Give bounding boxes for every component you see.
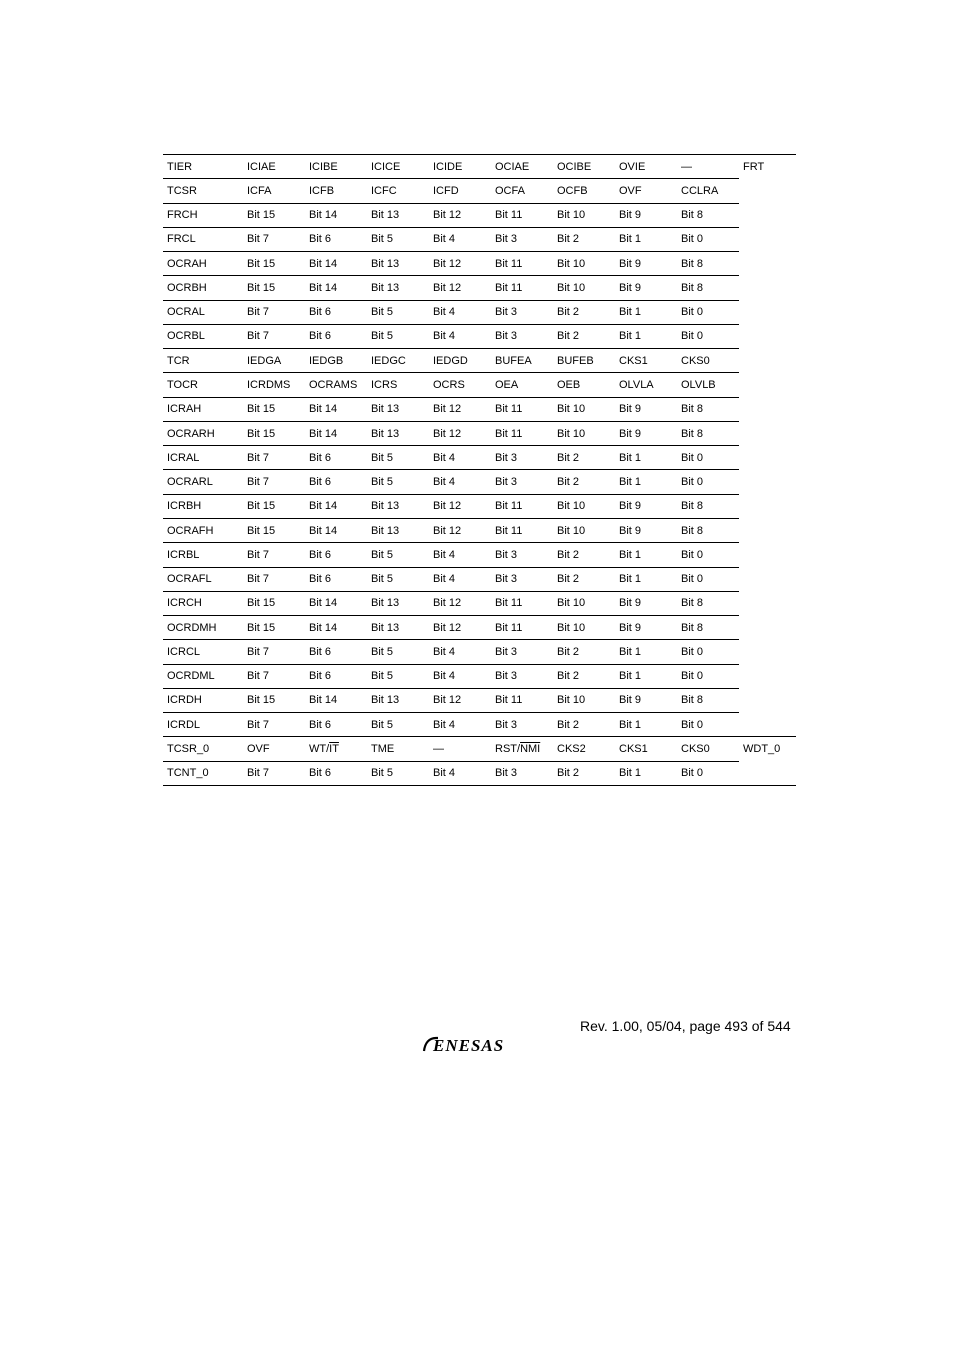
table-row <box>163 421 796 445</box>
bit-name-cell: Bit 10 <box>553 252 615 276</box>
bit-name-cell: Bit 13 <box>367 203 429 227</box>
page-footer-info: Rev. 1.00, 05/04, page 493 of 544 <box>580 1018 791 1034</box>
bit-name-cell: Bit 6 <box>305 543 367 567</box>
bit-name-cell: Bit 5 <box>367 664 429 688</box>
bit-name-cell: Bit 4 <box>429 446 491 470</box>
bit-name-cell: Bit 8 <box>677 421 739 445</box>
bit-name-cell: Bit 4 <box>433 718 456 731</box>
bit-name-cell: Bit 7 <box>243 640 305 664</box>
register-name-cell: OCRAFH <box>163 518 243 542</box>
bit-name-cell: Bit 9 <box>615 616 677 640</box>
module-name-cell <box>739 640 796 664</box>
register-name-cell: OCRAL <box>163 300 243 324</box>
bit-name-cell: Bit 2 <box>553 664 615 688</box>
bit-name-cell: CKS1 <box>615 349 677 373</box>
bit-name-cell: Bit 9 <box>615 252 677 276</box>
bit-name-cell: Bit 2 <box>553 470 615 494</box>
module-name-cell <box>739 616 796 640</box>
bit-name-cell: Bit 6 <box>305 567 367 591</box>
bit-name-cell: Bit 12 <box>429 203 491 227</box>
register-name-cell: OCRBH <box>163 276 243 300</box>
bit-name-cell: IEDGB <box>305 349 367 373</box>
bit-name-cell: ICIAE <box>243 155 305 179</box>
register-name-cell: ICRCL <box>163 640 243 664</box>
bit-name-cell: Bit 11 <box>491 397 553 421</box>
table-row <box>163 203 796 227</box>
bit-name-cell: Bit 13 <box>367 494 429 518</box>
table-row <box>163 252 796 276</box>
module-name-cell <box>739 494 796 518</box>
bit-name-cell: Bit 15 <box>243 591 305 615</box>
bit-name-cell: Bit 10 <box>553 591 615 615</box>
table-row <box>163 543 796 567</box>
bit-name-cell: Bit 2 <box>553 543 615 567</box>
bit-name-cell: Bit 1 <box>615 567 677 591</box>
bit-name-cell: Bit 8 <box>677 494 739 518</box>
bit-name-cell: Bit 11 <box>491 252 553 276</box>
module-name-cell <box>739 252 796 276</box>
register-name-cell: OCRBL <box>163 324 243 348</box>
register-name-cell: TCSR <box>163 179 243 203</box>
table-row <box>163 324 796 348</box>
bit-name-cell: OCFA <box>491 179 553 203</box>
register-name-cell: TCNT_0 <box>163 761 243 785</box>
bit-name-cell <box>305 737 367 761</box>
bit-name-cell: Bit 3 <box>491 470 553 494</box>
module-name-cell <box>739 761 796 785</box>
bit-name-cell: Bit 11 <box>491 688 553 712</box>
module-name-cell <box>739 446 796 470</box>
bit-name-cell: Bit 0 <box>677 324 739 348</box>
bit-name-cell: Bit 2 <box>553 446 615 470</box>
bit-name-cell: Bit 8 <box>677 688 739 712</box>
bit-name-cell: Bit 3 <box>491 324 553 348</box>
bit-name-cell: Bit 14 <box>305 276 367 300</box>
bit-name-cell: Bit 7 <box>247 718 270 731</box>
module-name-cell <box>739 664 796 688</box>
bit-name-cell: Bit 15 <box>243 616 305 640</box>
module-name-cell <box>739 300 796 324</box>
bit-name-cell: Bit 14 <box>305 397 367 421</box>
bit-name-cell: ICFB <box>305 179 367 203</box>
register-table-body <box>163 155 796 786</box>
bit-name-cell: Bit 10 <box>553 616 615 640</box>
bit-name-cell: Bit 0 <box>677 640 739 664</box>
table-row <box>163 494 796 518</box>
bit-name-cell: Bit 3 <box>491 227 553 251</box>
bit-name-cell: Bit 9 <box>615 591 677 615</box>
bit-name-cell: Bit 0 <box>677 446 739 470</box>
table-row <box>163 179 796 203</box>
register-name-cell: OCRAFL <box>163 567 243 591</box>
bit-name-cell: Bit 6 <box>305 664 367 688</box>
module-name-cell <box>739 591 796 615</box>
bit-name-cell: CCLRA <box>677 179 739 203</box>
bit-name-cell: Bit 6 <box>305 640 367 664</box>
bit-name-cell: OCIAE <box>491 155 553 179</box>
bit-name-cell: ICFD <box>429 179 491 203</box>
bit-name-cell: Bit 7 <box>243 664 305 688</box>
bit-name-cell: Bit 13 <box>367 518 429 542</box>
bit-name-cell: OCIBE <box>553 155 615 179</box>
bit-name-cell: Bit 3 <box>491 567 553 591</box>
module-name-cell <box>739 373 796 397</box>
table-row <box>163 155 796 179</box>
bit-name-cell: Bit 9 <box>615 688 677 712</box>
module-name-cell <box>739 203 796 227</box>
bit-name-cell: Bit 12 <box>429 276 491 300</box>
bit-name-cell: Bit 9 <box>615 494 677 518</box>
bit-name-cell: Bit 4 <box>429 664 491 688</box>
svg-text:ENESAS: ENESAS <box>433 1036 505 1055</box>
module-name-cell: WDT_0 <box>739 737 796 761</box>
bit-name-cell: Bit 6 <box>305 227 367 251</box>
bit-name-cell: Bit 6 <box>305 446 367 470</box>
bit-name-cell: Bit 11 <box>491 421 553 445</box>
register-name-cell: TOCR <box>163 373 243 397</box>
bit-name-cell: Bit 12 <box>429 591 491 615</box>
register-bit-table <box>163 154 796 786</box>
bit-name-cell: Bit 0 <box>677 567 739 591</box>
bit-name-cell: Bit 13 <box>367 397 429 421</box>
bit-name-cell: ICFC <box>367 179 429 203</box>
bit-name-cell: Bit 9 <box>615 276 677 300</box>
bit-name-cell: Bit 12 <box>429 397 491 421</box>
module-name-cell <box>739 543 796 567</box>
bit-name-cell: Bit 7 <box>243 470 305 494</box>
bit-name-cell: Bit 4 <box>429 470 491 494</box>
bit-name-cell: Bit 14 <box>305 203 367 227</box>
bit-name-cell: Bit 15 <box>243 421 305 445</box>
bit-name-cell: Bit 3 <box>491 664 553 688</box>
module-name-cell <box>739 179 796 203</box>
register-name-cell: ICRBL <box>163 543 243 567</box>
table-row <box>163 737 796 761</box>
table-row <box>163 227 796 251</box>
bit-name-cell: Bit 10 <box>553 203 615 227</box>
bit-name-cell: Bit 9 <box>615 421 677 445</box>
table-row <box>163 349 796 373</box>
bit-name-cell: Bit 0 <box>677 300 739 324</box>
bit-name-cell: Bit 3 <box>491 446 553 470</box>
bit-name-cell: Bit 10 <box>553 494 615 518</box>
bit-name-cell: Bit 5 <box>367 324 429 348</box>
bit-name-cell: CKS0 <box>677 349 739 373</box>
bit-name-cell: Bit 14 <box>305 616 367 640</box>
bit-name-cell: Bit 14 <box>305 591 367 615</box>
table-row <box>163 688 796 712</box>
bit-name-cell: Bit 15 <box>243 397 305 421</box>
bit-name-cell: OEA <box>491 373 553 397</box>
table-row <box>163 446 796 470</box>
module-name-cell <box>739 397 796 421</box>
bit-name-cell: Bit 2 <box>553 761 615 785</box>
register-name-cell: OCRDMH <box>163 616 243 640</box>
table-row <box>163 567 796 591</box>
table-row <box>163 373 796 397</box>
module-name-cell <box>739 518 796 542</box>
bit-name-cell: Bit 10 <box>553 276 615 300</box>
bit-name-cell: Bit 10 <box>553 397 615 421</box>
module-name-cell <box>739 349 796 373</box>
bit-name-cell: Bit 8 <box>677 518 739 542</box>
module-name-cell: FRT <box>739 155 796 179</box>
renesas-logo-icon <box>421 1034 543 1056</box>
bit-name-cell: Bit 12 <box>429 688 491 712</box>
bit-name-cell: Bit 5 <box>367 567 429 591</box>
bit-name-cell: Bit 12 <box>429 494 491 518</box>
bit-name-cell: BUFEB <box>553 349 615 373</box>
table-row <box>163 640 796 664</box>
bit-name-cell: Bit 3 <box>495 718 518 731</box>
bit-name-cell: Bit 11 <box>491 203 553 227</box>
register-name-cell: ICRAL <box>163 446 243 470</box>
bit-name-cell: Bit 9 <box>615 203 677 227</box>
bit-name-cell: Bit 13 <box>367 591 429 615</box>
bit-name-cell: Bit 15 <box>243 203 305 227</box>
bit-name-cell: Bit 6 <box>305 761 367 785</box>
bit-name-cell: Bit 8 <box>677 276 739 300</box>
bit-name-cell: Bit 7 <box>243 300 305 324</box>
register-name-cell: TCR <box>163 349 243 373</box>
bit-name-cell: Bit 4 <box>429 543 491 567</box>
bit-name-cell: Bit 2 <box>553 227 615 251</box>
register-name-cell: FRCH <box>163 203 243 227</box>
module-name-cell <box>739 688 796 712</box>
bit-name-cell: Bit 0 <box>677 761 739 785</box>
bit-name-cell: CKS1 <box>615 737 677 761</box>
bit-name-cell: Bit 14 <box>305 518 367 542</box>
bit-name-cell: Bit 11 <box>491 276 553 300</box>
bit-name-overlined-text: $\overline{IT}$ <box>329 743 339 755</box>
bit-name-cell: Bit 1 <box>615 324 677 348</box>
bit-name-cell: IEDGD <box>429 349 491 373</box>
bit-name-cell: Bit 4 <box>429 640 491 664</box>
module-name-cell <box>739 324 796 348</box>
bit-name-cell: Bit 4 <box>429 300 491 324</box>
bit-name-cell: Bit 15 <box>243 276 305 300</box>
bit-name-cell: Bit 9 <box>615 518 677 542</box>
bit-name-cell: Bit 0 <box>677 227 739 251</box>
module-name-cell <box>739 470 796 494</box>
bit-name-cell: Bit 4 <box>429 324 491 348</box>
bit-name-cell: Bit 1 <box>615 470 677 494</box>
bit-name-cell: IEDGC <box>367 349 429 373</box>
bit-name-cell: Bit 2 <box>557 718 580 731</box>
bit-name-cell: Bit 8 <box>677 252 739 276</box>
bit-name-cell: Bit 3 <box>491 300 553 324</box>
bit-name-cell: Bit 15 <box>243 518 305 542</box>
bit-name-cell: Bit 14 <box>305 494 367 518</box>
register-name-cell: OCRARL <box>163 470 243 494</box>
bit-name-cell: IEDGA <box>243 349 305 373</box>
bit-name-cell: ICIDE <box>429 155 491 179</box>
bit-name-cell: Bit 1 <box>615 664 677 688</box>
bit-name-cell: — <box>429 737 491 761</box>
bit-name-cell: Bit 1 <box>615 227 677 251</box>
bit-name-cell: ICIBE <box>305 155 367 179</box>
bit-name-cell: Bit 7 <box>243 446 305 470</box>
bit-name-cell: Bit 6 <box>309 718 332 731</box>
bit-name-overlined-text: $\overline{NMI}$ <box>520 743 541 755</box>
module-name-cell <box>739 421 796 445</box>
bit-name-cell: Bit 13 <box>367 276 429 300</box>
bit-name-cell: OVF <box>243 737 305 761</box>
bit-name-cell: Bit 15 <box>243 252 305 276</box>
bit-name-cell: Bit 1 <box>615 300 677 324</box>
register-name-cell: ICRDL <box>167 718 201 731</box>
table-row <box>163 470 796 494</box>
bit-name-cell: Bit 1 <box>619 718 642 731</box>
bit-name-cell: Bit 8 <box>677 203 739 227</box>
bit-name-cell: OCFB <box>553 179 615 203</box>
bit-name-cell: ICFA <box>243 179 305 203</box>
bit-name-cell: Bit 6 <box>305 324 367 348</box>
bit-name-cell: Bit 10 <box>553 688 615 712</box>
bit-name-cell: Bit 7 <box>243 227 305 251</box>
bit-name-cell: OCRS <box>429 373 491 397</box>
bit-name-cell: OLVLA <box>615 373 677 397</box>
bit-name-cell: Bit 8 <box>677 397 739 421</box>
bit-name-cell: Bit 11 <box>491 494 553 518</box>
register-name-cell: ICRCH <box>163 591 243 615</box>
bit-name-cell: OVF <box>615 179 677 203</box>
bit-name-cell: CKS2 <box>553 737 615 761</box>
bit-name-cell: Bit 8 <box>677 616 739 640</box>
register-name-cell: ICRBH <box>163 494 243 518</box>
bit-name-cell: Bit 11 <box>491 616 553 640</box>
bit-name-cell: ICICE <box>367 155 429 179</box>
bit-name-cell: — <box>677 155 739 179</box>
bit-name-cell: Bit 0 <box>677 543 739 567</box>
bit-name-cell: Bit 1 <box>615 640 677 664</box>
bit-name-cell: Bit 15 <box>243 494 305 518</box>
table-row <box>163 397 796 421</box>
bit-name-cell: Bit 11 <box>491 518 553 542</box>
bit-name-cell: Bit 2 <box>553 567 615 591</box>
bit-name-cell: TME <box>367 737 429 761</box>
module-name-cell <box>739 276 796 300</box>
table-row <box>163 276 796 300</box>
bit-name-cell: Bit 0 <box>677 664 739 688</box>
register-name-cell: ICRDH <box>163 688 243 712</box>
bit-name-cell: ICRDMS <box>243 373 305 397</box>
bit-name-cell: Bit 7 <box>243 324 305 348</box>
register-name-cell: FRCL <box>163 227 243 251</box>
bit-name-cell: Bit 1 <box>615 761 677 785</box>
bit-name-cell: Bit 10 <box>553 518 615 542</box>
table-row <box>163 616 796 640</box>
bit-name-cell: Bit 1 <box>615 446 677 470</box>
table-row <box>163 591 796 615</box>
bit-name-cell: Bit 5 <box>367 300 429 324</box>
bit-name-cell: Bit 5 <box>367 227 429 251</box>
bit-name-cell: Bit 0 <box>681 718 704 731</box>
bit-name-cell: Bit 2 <box>553 324 615 348</box>
bit-name-cell: Bit 4 <box>429 227 491 251</box>
bit-name-cell: Bit 10 <box>553 421 615 445</box>
bit-name-cell: Bit 5 <box>367 640 429 664</box>
bit-name-cell: Bit 9 <box>615 397 677 421</box>
bit-name-cell: Bit 4 <box>429 567 491 591</box>
bit-name-cell: Bit 6 <box>305 470 367 494</box>
table-row <box>163 761 796 785</box>
register-name-cell: OCRAH <box>163 252 243 276</box>
bit-name-cell: Bit 14 <box>305 252 367 276</box>
bit-name-cell: OVIE <box>615 155 677 179</box>
bit-name-cell: Bit 14 <box>305 688 367 712</box>
bit-name-cell: Bit 3 <box>491 761 553 785</box>
bit-name-cell: Bit 13 <box>367 688 429 712</box>
bit-name-cell: Bit 5 <box>367 761 429 785</box>
bit-name-cell: Bit 7 <box>243 567 305 591</box>
module-name-cell <box>739 227 796 251</box>
renesas-logo <box>421 1034 543 1061</box>
bit-name-cell: Bit 7 <box>243 543 305 567</box>
table-row <box>163 713 796 737</box>
bit-name-cell: Bit 2 <box>553 300 615 324</box>
bit-name-cell: BUFEA <box>491 349 553 373</box>
bit-name-text: WT/ <box>309 743 330 755</box>
register-name-cell: TCSR_0 <box>163 737 243 761</box>
bit-name-cell: OCRAMS <box>305 373 367 397</box>
bit-name-cell: Bit 3 <box>491 640 553 664</box>
bit-name-cell: Bit 1 <box>615 543 677 567</box>
bit-name-cell: Bit 12 <box>429 252 491 276</box>
register-name-cell: ICRAH <box>163 397 243 421</box>
table-row <box>163 518 796 542</box>
bit-name-cell: Bit 3 <box>491 543 553 567</box>
bit-name-cell: Bit 13 <box>367 421 429 445</box>
bit-name-cell: Bit 2 <box>553 640 615 664</box>
bit-name-cell: Bit 5 <box>367 543 429 567</box>
bit-name-cell: Bit 13 <box>367 252 429 276</box>
bit-name-cell: Bit 4 <box>429 761 491 785</box>
bit-name-text: RST/ <box>495 743 521 755</box>
bit-name-cell: OLVLB <box>677 373 739 397</box>
register-name-cell: TIER <box>163 155 243 179</box>
bit-name-cell: Bit 5 <box>371 718 394 731</box>
register-name-cell: OCRDML <box>163 664 243 688</box>
bit-name-cell: Bit 8 <box>677 591 739 615</box>
module-name-cell <box>739 713 796 737</box>
bit-name-cell: CKS0 <box>677 737 739 761</box>
table-row <box>163 664 796 688</box>
bit-name-cell: Bit 7 <box>243 761 305 785</box>
bit-name-cell: ICRS <box>367 373 429 397</box>
bit-name-cell: Bit 0 <box>677 470 739 494</box>
bit-name-cell: Bit 6 <box>305 300 367 324</box>
register-name-cell: OCRARH <box>163 421 243 445</box>
bit-name-cell: Bit 5 <box>367 470 429 494</box>
bit-name-cell: Bit 14 <box>305 421 367 445</box>
table-row <box>163 300 796 324</box>
bit-name-cell: Bit 12 <box>429 616 491 640</box>
bit-name-cell: Bit 13 <box>367 616 429 640</box>
bit-name-cell: Bit 5 <box>367 446 429 470</box>
bit-name-cell: OEB <box>553 373 615 397</box>
bit-name-cell: Bit 15 <box>243 688 305 712</box>
bit-name-cell: Bit 12 <box>429 518 491 542</box>
bit-name-cell: Bit 12 <box>429 421 491 445</box>
bit-name-cell: Bit 11 <box>491 591 553 615</box>
bit-name-cell <box>491 737 553 761</box>
module-name-cell <box>739 567 796 591</box>
